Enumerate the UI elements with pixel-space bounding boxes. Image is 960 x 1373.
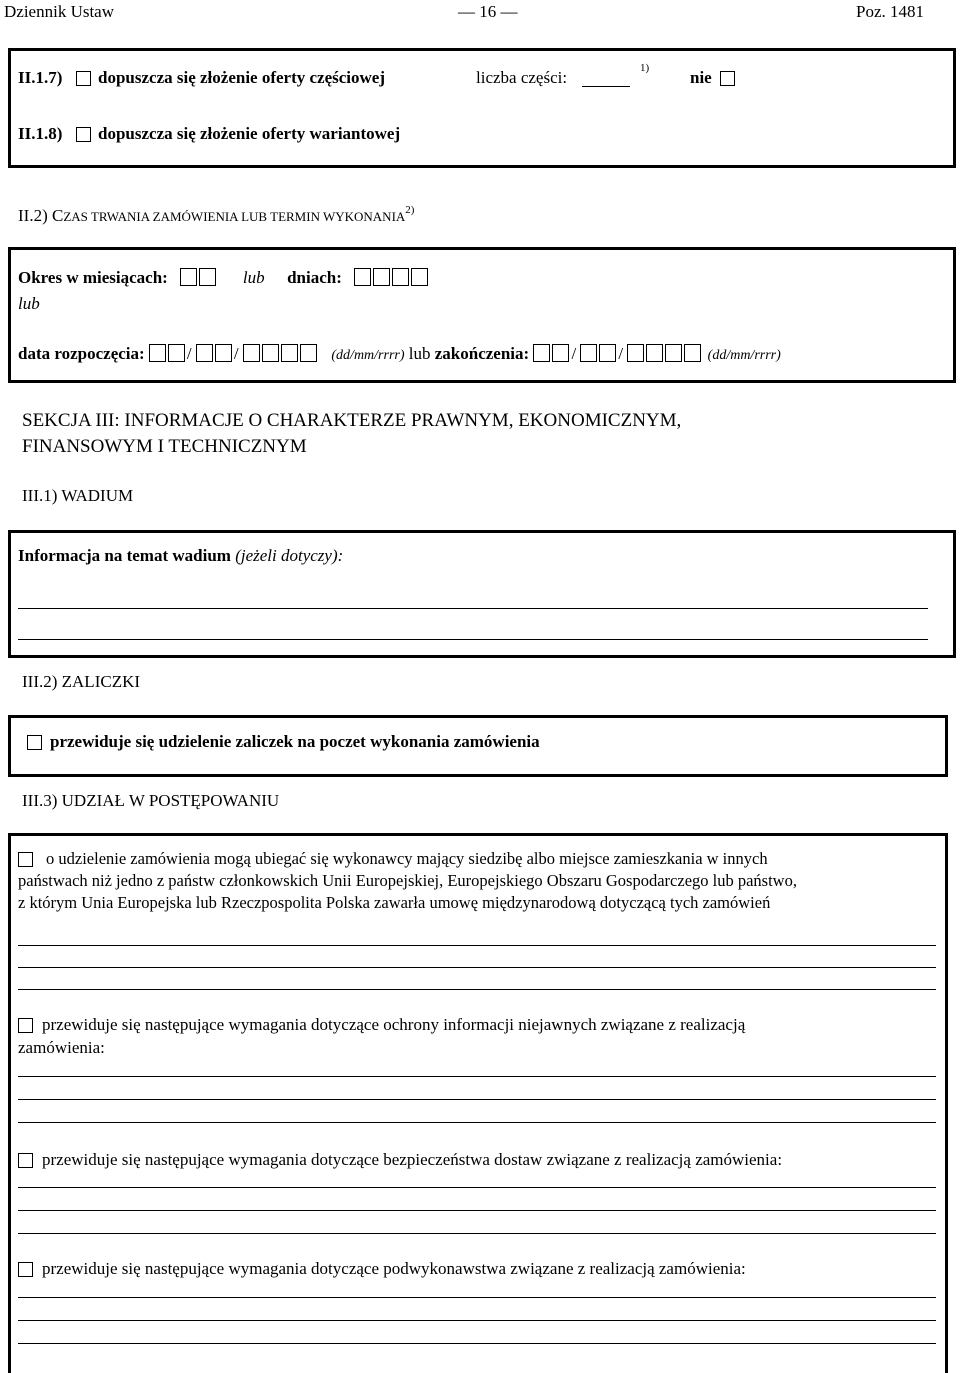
wadium-line-1[interactable] [18,608,928,609]
start-year-1[interactable] [243,344,260,362]
end-year-4[interactable] [684,344,701,362]
end-day-2[interactable] [552,344,569,362]
dates-row: data rozpoczęcia: / / (dd/mm/rrrr) lub zakończenia: / / (dd/mm/rrrr) [18,344,781,363]
foreign-contractors-line1: o udzielenie zamówienia mogą ubiegać się wykonawcy mający siedzibę albo miejsce zamieszkania w innych [46,849,768,868]
partial-offer-checkbox[interactable] [76,71,91,86]
section-title-33: III.3) UDZIAŁ W POSTĘPOWANIU [22,791,280,810]
days-digit-1[interactable] [354,268,371,286]
journal-name: Dziennik Ustaw [4,2,115,21]
section-title-31: III.1) WADIUM [22,486,134,505]
or-label-2: lub [18,294,40,313]
start-day-1[interactable] [149,344,166,362]
supply-security-label: przewiduje się następujące wymagania dotyczące bezpieczeństwa dostaw związane z realizacją zamówienia: [42,1150,783,1169]
or-label-3: lub [408,344,431,363]
classified-info-checkbox[interactable] [18,1018,33,1033]
variant-offer-checkbox[interactable] [76,127,91,142]
start-year-4[interactable] [300,344,317,362]
page-number: — 16 — [458,2,518,21]
section-3-title-line1: SEKCJA III: INFORMACJE O CHARAKTERZE PRAWNYM, EKONOMICZNYM, [22,410,682,431]
participation-line-1[interactable] [18,945,936,946]
wadium-line-2[interactable] [18,639,928,640]
supply-line-3[interactable] [18,1233,936,1234]
footnote-ref-1: 1) [640,62,650,74]
start-year-3[interactable] [281,344,298,362]
section-code-218: II.1.8) [18,124,63,143]
offer-options-box [8,48,956,168]
end-month-2[interactable] [599,344,616,362]
period-row [18,268,430,288]
section-code-217: II.1.7) [18,68,63,87]
section-title-22: II.2) CZAS TRWANIA ZAMÓWIENIA LUB TERMIN WYKONANIA$^{2)}$ [18,204,415,225]
months-digit-2[interactable] [199,268,216,286]
start-month-1[interactable] [196,344,213,362]
start-date-label: data rozpoczęcia: [18,344,145,363]
no-checkbox[interactable] [720,71,735,86]
end-day-1[interactable] [533,344,550,362]
subcontracting-line-1[interactable] [18,1297,936,1298]
days-digit-4[interactable] [411,268,428,286]
subcontracting-label: przewiduje się następujące wymagania dotyczące podwykonawstwa związane z realizacją zamówienia: [42,1259,746,1278]
days-digit-2[interactable] [373,268,390,286]
supply-line-1[interactable] [18,1187,936,1188]
months-label: Okres w miesiącach: [18,268,168,287]
or-label-1: lub [242,268,265,287]
subcontracting-line-3[interactable] [18,1343,936,1344]
months-digit-1[interactable] [180,268,197,286]
days-label: dniach: [287,268,342,287]
wadium-info: Informacja na temat wadium (jeżeli dotyczy): [18,546,344,565]
advances-label: przewiduje się udzielenie zaliczek na poczet wykonania zamówienia [50,732,540,751]
date-format-1: (dd/mm/rrrr) [331,348,405,363]
classified-line-1[interactable] [18,1076,936,1077]
days-digit-3[interactable] [392,268,409,286]
end-year-3[interactable] [665,344,682,362]
foreign-contractors-checkbox[interactable] [18,852,33,867]
classified-info-line2: zamówienia: [18,1038,105,1057]
supply-security-checkbox[interactable] [18,1153,33,1168]
section-title-32: III.2) ZALICZKI [22,672,141,691]
variant-offer-label: dopuszcza się złożenie oferty wariantowej [98,124,401,143]
partial-offer-label: dopuszcza się złożenie oferty częściowej [98,68,385,87]
classified-line-2[interactable] [18,1099,936,1100]
participation-line-3[interactable] [18,989,936,990]
section-3-title-line2: FINANSOWYM I TECHNICZNYM [22,436,307,457]
subcontracting-checkbox[interactable] [18,1262,33,1277]
no-label: nie [690,68,712,87]
end-date-label: zakończenia: [434,344,530,363]
parts-count-label: liczba części: [476,68,568,87]
parts-count-field[interactable] [582,86,630,87]
subcontracting-line-2[interactable] [18,1320,936,1321]
end-year-1[interactable] [627,344,644,362]
start-month-2[interactable] [215,344,232,362]
classified-line-3[interactable] [18,1122,936,1123]
foreign-contractors-line3: z którym Unia Europejska lub Rzeczpospolita Polska zawarła umowę międzynarodową dotyczącą tych zamówień [18,893,771,912]
start-day-2[interactable] [168,344,185,362]
classified-info-line1: przewiduje się następujące wymagania dotyczące ochrony informacji niejawnych związane z realizacją [42,1015,746,1034]
date-format-2: (dd/mm/rrrr) [707,348,781,363]
end-month-1[interactable] [580,344,597,362]
position-number: Poz. 1481 [856,2,924,21]
end-year-2[interactable] [646,344,663,362]
participation-box [8,833,948,1373]
participation-line-2[interactable] [18,967,936,968]
foreign-contractors-line2: państwach niż jedno z państw członkowskich Unii Europejskiej, Europejskiego Obszaru Gospodarczego lub państwo, [18,871,797,890]
supply-line-2[interactable] [18,1210,936,1211]
advances-checkbox[interactable] [27,735,42,750]
start-year-2[interactable] [262,344,279,362]
